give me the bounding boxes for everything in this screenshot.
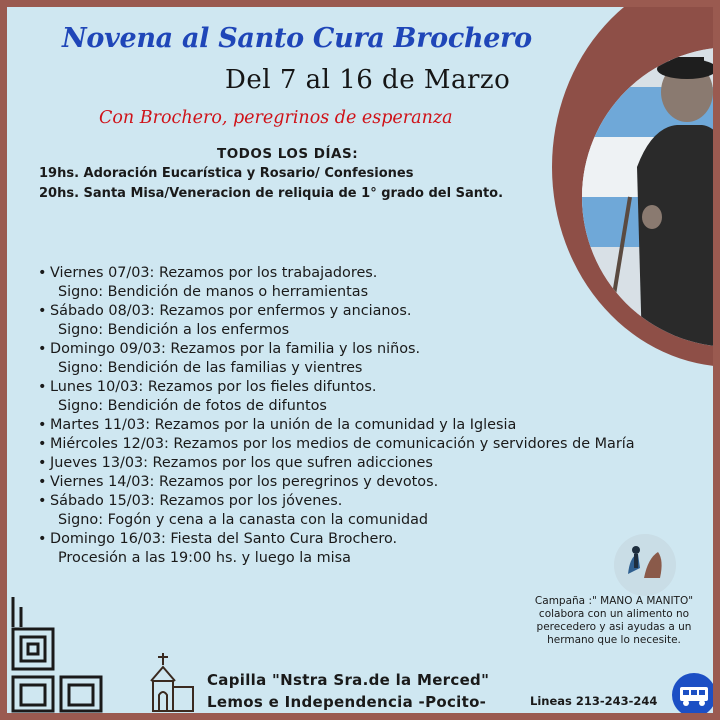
bullet: • — [38, 379, 47, 395]
bullet: • — [38, 303, 47, 319]
schedule-item — [38, 492, 698, 530]
hands-logo-icon — [614, 534, 676, 596]
schedule-day: Domingo 09/03: Rezamos por la familia y los niños. — [50, 341, 421, 357]
bullet: • — [38, 531, 47, 547]
daily-heading: TODOS LOS DÍAS: — [217, 146, 359, 162]
schedule-item — [38, 454, 698, 473]
daily-schedule — [39, 144, 503, 204]
schedule-item — [38, 473, 698, 492]
chapel-icon — [143, 651, 199, 713]
schedule-day: Martes 11/03: Rezamos por la unión de la comunidad y la Iglesia — [50, 417, 517, 433]
bullet: • — [38, 341, 47, 357]
schedule-item — [38, 264, 698, 302]
campaign-line: colabora con un alimento no — [538, 608, 690, 620]
schedule-sign: Signo: Bendición de fotos de difuntos — [58, 398, 327, 414]
campaign-line: hermano que lo necesite. — [547, 634, 681, 646]
schedule-item — [38, 530, 698, 568]
schedule-day: Jueves 13/03: Rezamos por los que sufren adicciones — [50, 455, 433, 471]
chapel-address — [207, 669, 489, 713]
campaign-line: Campaña :" MANO A MANITO" — [534, 595, 694, 607]
chapel-location: Lemos e Independencia -Pocito- — [207, 693, 487, 711]
schedule-day: Sábado 15/03: Rezamos por los jóvenes. — [50, 493, 343, 509]
schedule-item — [38, 340, 698, 378]
page-title: Novena al Santo Cura Brochero — [62, 23, 532, 54]
novena-schedule — [38, 264, 698, 568]
bullet: • — [38, 474, 47, 490]
schedule-sign: Signo: Bendición de las familias y vientres — [58, 360, 363, 376]
subtitle: Con Brochero, peregrinos de esperanza — [99, 108, 453, 128]
bullet: • — [38, 265, 47, 281]
schedule-day: Viernes 07/03: Rezamos por los trabajadores. — [50, 265, 378, 281]
schedule-sign: Procesión a las 19:00 hs. y luego la misa — [58, 550, 351, 566]
campaign-line: perecedero y asi ayudas a un — [536, 621, 692, 633]
greek-key-ornament-icon — [7, 597, 117, 713]
schedule-sign: Signo: Bendición a los enfermos — [58, 322, 290, 338]
schedule-sign: Signo: Bendición de manos o herramientas — [58, 284, 369, 300]
bullet: • — [38, 455, 47, 471]
bus-lines: Lineas 213-243-244 — [530, 694, 658, 708]
bus-icon — [672, 673, 713, 713]
schedule-sign: Signo: Fogón y cena a la canasta con la comunidad — [58, 512, 429, 528]
schedule-item — [38, 302, 698, 340]
bullet: • — [38, 417, 47, 433]
schedule-item — [38, 435, 698, 454]
schedule-item — [38, 416, 698, 435]
daily-line-2: 20hs. Santa Misa/Veneracion de reliquia de 1° grado del Santo. — [39, 186, 504, 201]
schedule-day: Sábado 08/03: Rezamos por enfermos y ancianos. — [50, 303, 412, 319]
daily-line-1: 19hs. Adoración Eucarística y Rosario/ Confesiones — [39, 166, 414, 181]
poster-background — [7, 7, 713, 713]
schedule-day: Lunes 10/03: Rezamos por los fieles difuntos. — [50, 379, 377, 395]
schedule-day: Miércoles 12/03: Rezamos por los medios de comunicación y servidores de María — [50, 436, 635, 452]
schedule-day: Domingo 16/03: Fiesta del Santo Cura Brochero. — [50, 531, 398, 547]
schedule-day: Viernes 14/03: Rezamos por los peregrinos y devotos. — [50, 474, 439, 490]
campaign-notice — [514, 595, 713, 647]
schedule-item — [38, 378, 698, 416]
chapel-name: Capilla "Nstra Sra.de la Merced" — [207, 671, 490, 689]
bullet: • — [38, 436, 47, 452]
bullet: • — [38, 493, 47, 509]
date-range: Del 7 al 16 de Marzo — [225, 65, 511, 95]
